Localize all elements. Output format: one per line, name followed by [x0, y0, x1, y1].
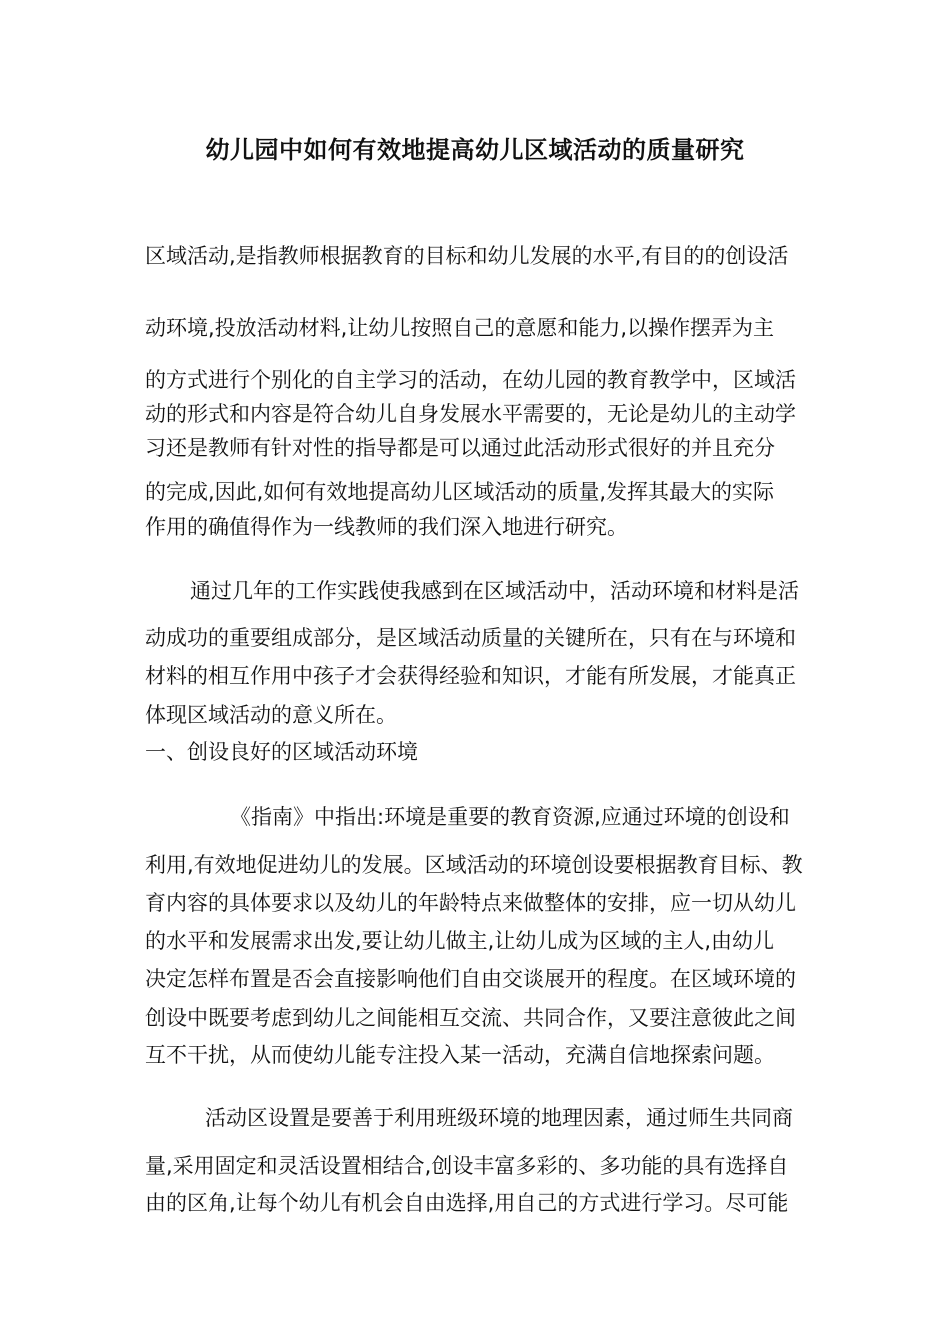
text-line: 的水平和发展需求出发,要让幼儿做主,让幼儿成为区域的主人,由幼儿	[145, 929, 775, 953]
text-line: 作用的确值得作为一线教师的我们深入地进行研究。	[145, 515, 628, 539]
text-line: 动的形式和内容是符合幼儿自身发展水平需要的，无论是幼儿的主动学	[145, 402, 796, 426]
text-line: 利用,有效地促进幼儿的发展。区域活动的环境创设要根据教育目标、教	[145, 853, 803, 877]
text-line: 材料的相互作用中孩子才会获得经验和知识，才能有所发展，才能真正	[145, 664, 796, 688]
text-line: 通过几年的工作实践使我感到在区域活动中，活动环境和材料是活	[190, 579, 799, 603]
text-line: 区域活动,是指教师根据教育的目标和幼儿发展的水平,有目的的创设活	[145, 244, 789, 268]
text-line: 动成功的重要组成部分，是区域活动质量的关键所在，只有在与环境和	[145, 626, 796, 650]
text-line: 互不干扰，从而使幼儿能专注投入某一活动，充满自信地探索问题。	[145, 1043, 775, 1067]
text-line: 体现区域活动的意义所在。	[145, 703, 397, 727]
text-line: 由的区角,让每个幼儿有机会自由选择,用自己的方式进行学习。尽可能	[145, 1191, 789, 1215]
text-line: 的方式进行个别化的自主学习的活动，在幼儿园的教育教学中，区域活	[145, 368, 796, 392]
text-line: 决定怎样布置是否会直接影响他们自由交谈展开的程度。在区域环境的	[145, 967, 796, 991]
text-line: 动环境,投放活动材料,让幼儿按照自己的意愿和能力,以操作摆弄为主	[145, 316, 775, 340]
text-line: 习还是教师有针对性的指导都是可以通过此活动形式很好的并且充分	[145, 436, 775, 460]
text-line: 育内容的具体要求以及幼儿的年龄特点来做整体的安排，应一切从幼儿	[145, 891, 796, 915]
section-heading: 一、创设良好的区域活动环境	[145, 740, 418, 764]
document-title: 幼儿园中如何有效地提高幼儿区域活动的质量研究	[205, 136, 745, 164]
text-line: 《指南》中指出:环境是重要的教育资源,应通过环境的创设和	[230, 805, 790, 829]
text-line: 的完成,因此,如何有效地提高幼儿区域活动的质量,发挥其最大的实际	[145, 480, 775, 504]
text-line: 量,采用固定和灵活设置相结合,创设丰富多彩的、多功能的具有选择自	[145, 1154, 789, 1178]
text-line: 活动区设置是要善于利用班级环境的地理因素，通过师生共同商	[205, 1106, 793, 1130]
text-line: 创设中既要考虑到幼儿之间能相互交流、共同合作，又要注意彼此之间	[145, 1006, 796, 1030]
